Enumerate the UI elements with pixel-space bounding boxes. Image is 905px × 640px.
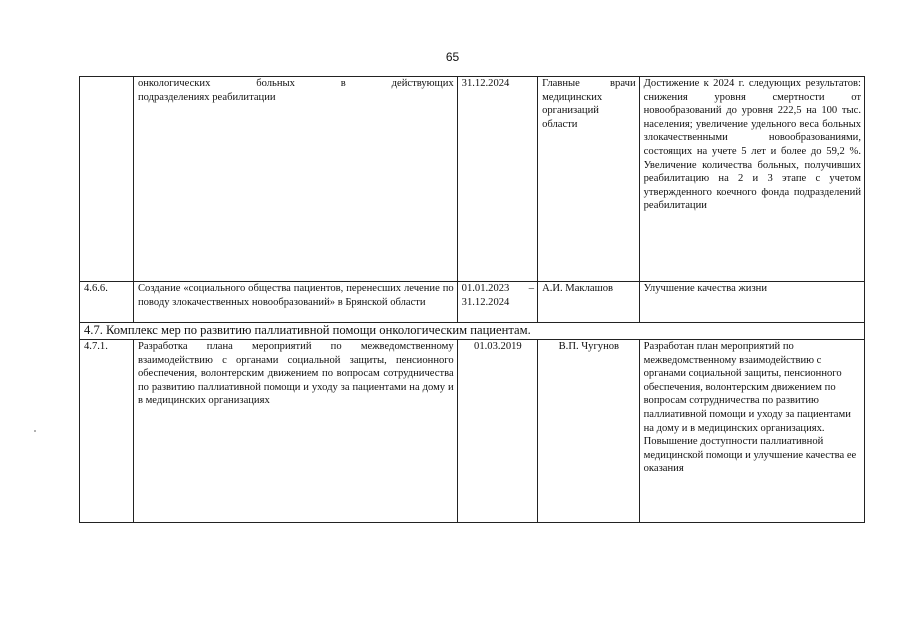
section-title: 4.7. Комплекс мер по развитию паллиативной помощи онкологическим пациентам. [80, 323, 865, 340]
page-number: 65 [445, 50, 460, 64]
action-line: онкологических больных в действующих [137, 78, 454, 89]
cell-responsible: Главные врачи медицинских организаций области [538, 77, 640, 282]
cell-date: 01.03.2019 [457, 340, 537, 523]
cell-date: 31.12.2024 [457, 77, 537, 282]
cell-result: Разработан план мероприятий по межведомственному взаимодействию с органами социальной защиты, пенсионного обеспечения, волонтерским движением по вопросам сотрудничества по развитию паллиативной помощи и уходу за пациентами на дому и в медицинских организациях. Повышение доступности паллиативной медицинской помощи и улучшение качества ее оказания [639, 340, 864, 523]
cell-responsible: В.П. Чугунов [538, 340, 640, 523]
table-row [80, 282, 865, 323]
cell-date: 01.01.2023 – 31.12.2024 [457, 282, 537, 323]
table-row [80, 340, 865, 523]
cell-action: Разработка плана мероприятий по межведомственному взаимодействию с органами социальной защиты, пенсионного обеспечения, волонтерским движением по вопросам сотрудничества по развитию паллиативной помощи и уходу за пациентами на дому и в медицинских организациях [133, 340, 457, 523]
cell-number [80, 77, 134, 282]
cell-result: Улучшение качества жизни [639, 282, 864, 323]
plan-table [79, 76, 865, 523]
cell-action [133, 77, 457, 282]
section-row [80, 323, 865, 340]
action-line: подразделениях реабилитации [137, 91, 276, 103]
cell-action: Создание «социального общества пациентов, перенесших лечение по поводу злокачественных новообразований» в Брянской области [133, 282, 457, 323]
cell-number: 4.6.6. [80, 282, 134, 323]
cell-result: Достижение к 2024 г. следующих результатов: снижения уровня смертности от новообразований до уровня 222,5 на 100 тыс. населения; увеличение удельного веса больных злокачественными новообразованиями, состоящих на учете 5 лет и более до 59,2 %. Увеличение количества больных, получивших реабилитацию на 2 и 3 этапе с учетом утвержденного коечного фонда подразделений реабилитации [639, 77, 864, 282]
cell-responsible: А.И. Маклашов [538, 282, 640, 323]
cell-number: 4.7.1. [80, 340, 134, 523]
table-row [80, 77, 865, 282]
scan-dot [34, 430, 36, 432]
